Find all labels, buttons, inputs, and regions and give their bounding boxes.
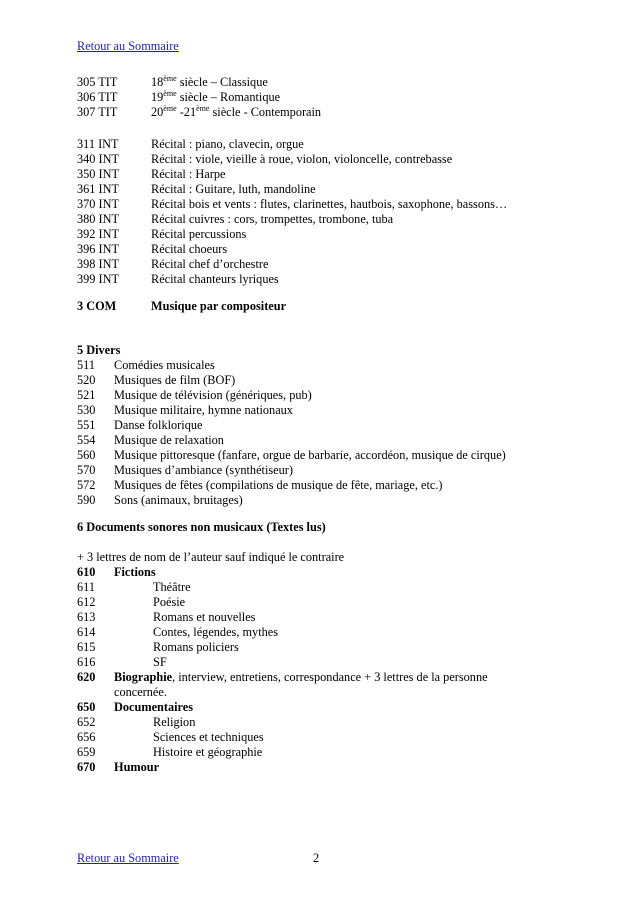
divers-row: [77, 418, 203, 433]
recital-code: 380 INT: [77, 212, 120, 226]
return-to-summary-link[interactable]: Retour au Sommaire: [77, 39, 179, 53]
spoken-category-row: 610 Fictions: [77, 565, 156, 579]
divers-label: Musique militaire, hymne nationaux: [114, 403, 293, 417]
recital-label: Récital : piano, clavecin, orgue: [151, 137, 304, 151]
divers-code: 590: [77, 493, 96, 507]
recital-code: 370 INT: [77, 197, 120, 211]
recital-code: 361 INT: [77, 182, 120, 196]
divers-row: [77, 388, 312, 403]
divers-label: Musique de télévision (génériques, pub): [114, 388, 312, 402]
recital-label: Récital chef d’orchestre: [151, 257, 269, 271]
divers-code: 511: [77, 358, 95, 372]
period-code: 306 TIT: [77, 90, 118, 104]
divers-row: [77, 463, 293, 478]
recital-label: Récital : viole, vieille à roue, violon, violoncelle, contrebasse: [151, 152, 453, 166]
spoken-sub-row: 659 Histoire et géographie: [77, 745, 263, 759]
divers-code: 520: [77, 373, 96, 387]
divers-row: [77, 358, 215, 373]
divers-label: Musiques d’ambiance (synthétiseur): [114, 463, 293, 477]
composer-label: Musique par compositeur: [151, 299, 287, 313]
divers-code: 570: [77, 463, 96, 477]
spoken-title: 6 Documents sonores non musicaux (Textes lus): [77, 520, 326, 534]
spoken-note: + 3 lettres de nom de l’auteur sauf indiqué le contraire: [77, 550, 345, 564]
spoken-sub-row: 616 SF: [77, 655, 167, 669]
divers-code: 560: [77, 448, 96, 462]
divers-row: [77, 433, 224, 448]
divers-row: [77, 493, 243, 508]
spoken-sub-row: 612 Poésie: [77, 595, 186, 609]
divers-label: Comédies musicales: [114, 358, 215, 372]
divers-title: 5 Divers: [77, 343, 121, 357]
spoken-sub-row: 614 Contes, légendes, mythes: [77, 625, 278, 639]
recital-label: Récital cuivres : cors, trompettes, trombone, tuba: [151, 212, 394, 226]
recital-code: 392 INT: [77, 227, 120, 241]
spoken-section: [77, 550, 488, 775]
spoken-sub-row: 656 Sciences et techniques: [77, 730, 264, 744]
spoken-sub-row: 613 Romans et nouvelles: [77, 610, 256, 624]
recital-code: 396 INT: [77, 242, 120, 256]
divers-row: [77, 403, 293, 418]
divers-label: Musique pittoresque (fanfare, orgue de barbarie, accordéon, musique de cirque): [114, 448, 506, 462]
recital-label: Récital : Guitare, luth, mandoline: [151, 182, 316, 196]
spoken-category-row: 620 Biographie, interview, entretiens, correspondance + 3 lettres de la personne: [77, 670, 488, 684]
recital-code: 340 INT: [77, 152, 120, 166]
recital-code: 350 INT: [77, 167, 120, 181]
recital-label: Récital bois et vents : flutes, clarinettes, hautbois, saxophone, bassons…: [151, 197, 508, 211]
divers-label: Musiques de film (BOF): [114, 373, 236, 387]
divers-code: 554: [77, 433, 96, 447]
divers-row: [77, 448, 506, 463]
divers-code: 521: [77, 388, 96, 402]
recital-label: Récital choeurs: [151, 242, 228, 256]
divers-code: 530: [77, 403, 96, 417]
composer-code: 3 COM: [77, 299, 117, 313]
recital-code: 399 INT: [77, 272, 120, 286]
spoken-category-row: 670 Humour: [77, 760, 160, 774]
period-label: 18ème siècle – Classique: [151, 74, 268, 89]
recital-code: 311 INT: [77, 137, 119, 151]
page-number: 2: [313, 851, 320, 865]
divers-section: [77, 343, 506, 508]
recital-label: Récital chanteurs lyriques: [151, 272, 279, 286]
divers-code: 572: [77, 478, 96, 492]
spoken-sub-row: 615 Romans policiers: [77, 640, 239, 654]
period-code: 305 TIT: [77, 75, 118, 89]
spoken-sub-row: 652 Religion: [77, 715, 196, 729]
recital-code: 398 INT: [77, 257, 120, 271]
divers-label: Danse folklorique: [114, 418, 203, 432]
divers-row: [77, 478, 443, 493]
period-code: 307 TIT: [77, 105, 118, 119]
divers-code: 551: [77, 418, 96, 432]
divers-label: Musique de relaxation: [114, 433, 224, 447]
period-label: 20ème -21ème siècle - Contemporain: [151, 104, 322, 119]
recital-label: Récital : Harpe: [151, 167, 226, 181]
divers-label: Sons (animaux, bruitages): [114, 493, 243, 507]
period-label: 19ème siècle – Romantique: [151, 89, 281, 104]
divers-label: Musiques de fêtes (compilations de musique de fête, mariage, etc.): [114, 478, 443, 492]
divers-row: [77, 373, 236, 388]
spoken-sub-row: 611 Théâtre: [77, 580, 191, 594]
spoken-category-row: 650 Documentaires: [77, 700, 194, 714]
spoken-continuation-row: concernée.: [114, 685, 167, 699]
footer-return-to-summary-link[interactable]: Retour au Sommaire: [77, 851, 179, 865]
recital-label: Récital percussions: [151, 227, 247, 241]
